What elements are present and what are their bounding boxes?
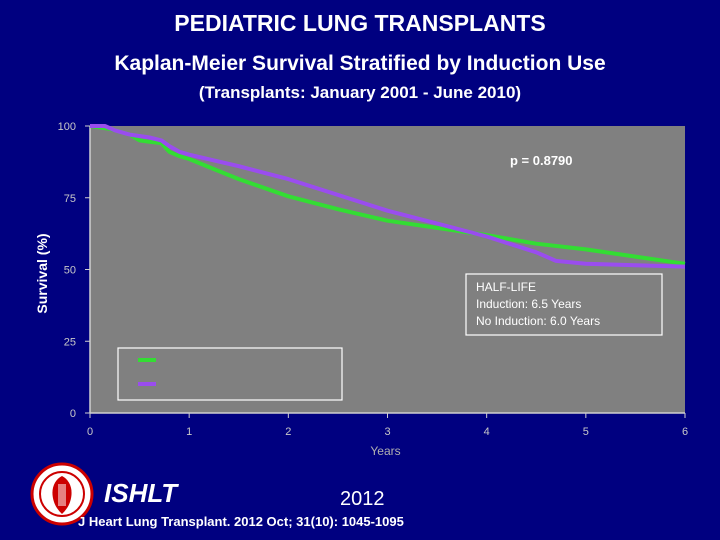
y-tick-label: 100: [57, 121, 76, 133]
x-tick-label: 5: [582, 426, 589, 438]
legend-box: [118, 348, 342, 400]
date-range-subtitle: (Transplants: January 2001 - June 2010): [198, 83, 522, 102]
p-value-annotation: p = 0.8790: [510, 153, 573, 168]
x-tick-label: 1: [186, 426, 193, 438]
chart-subtitle: Kaplan-Meier Survival Stratified by Induction Use: [114, 52, 606, 75]
citation: J Heart Lung Transplant. 2012 Oct; 31(10): 1045-1095: [78, 514, 404, 529]
x-tick-label: 4: [483, 426, 490, 438]
half-life-line: Induction: 6.5 Years: [476, 297, 582, 311]
x-tick-label: 2: [285, 426, 292, 438]
year-label: 2012: [340, 488, 385, 510]
y-tick-label: 50: [63, 264, 76, 277]
y-axis-label: Survival (%): [34, 233, 50, 314]
x-axis-label: Years: [370, 444, 401, 458]
y-tick-label: 0: [69, 408, 76, 420]
y-tick-label: 25: [63, 336, 76, 349]
org-label: ISHLT: [104, 478, 178, 508]
x-tick-label: 6: [681, 426, 689, 438]
half-life-title: HALF-LIFE: [476, 280, 537, 294]
half-life-line: No Induction: 6.0 Years: [476, 314, 601, 328]
x-tick-label: 3: [384, 426, 391, 438]
page-title: PEDIATRIC LUNG TRANSPLANTS: [174, 10, 546, 36]
x-tick-label: 0: [86, 426, 94, 438]
y-tick-label: 75: [63, 192, 76, 205]
